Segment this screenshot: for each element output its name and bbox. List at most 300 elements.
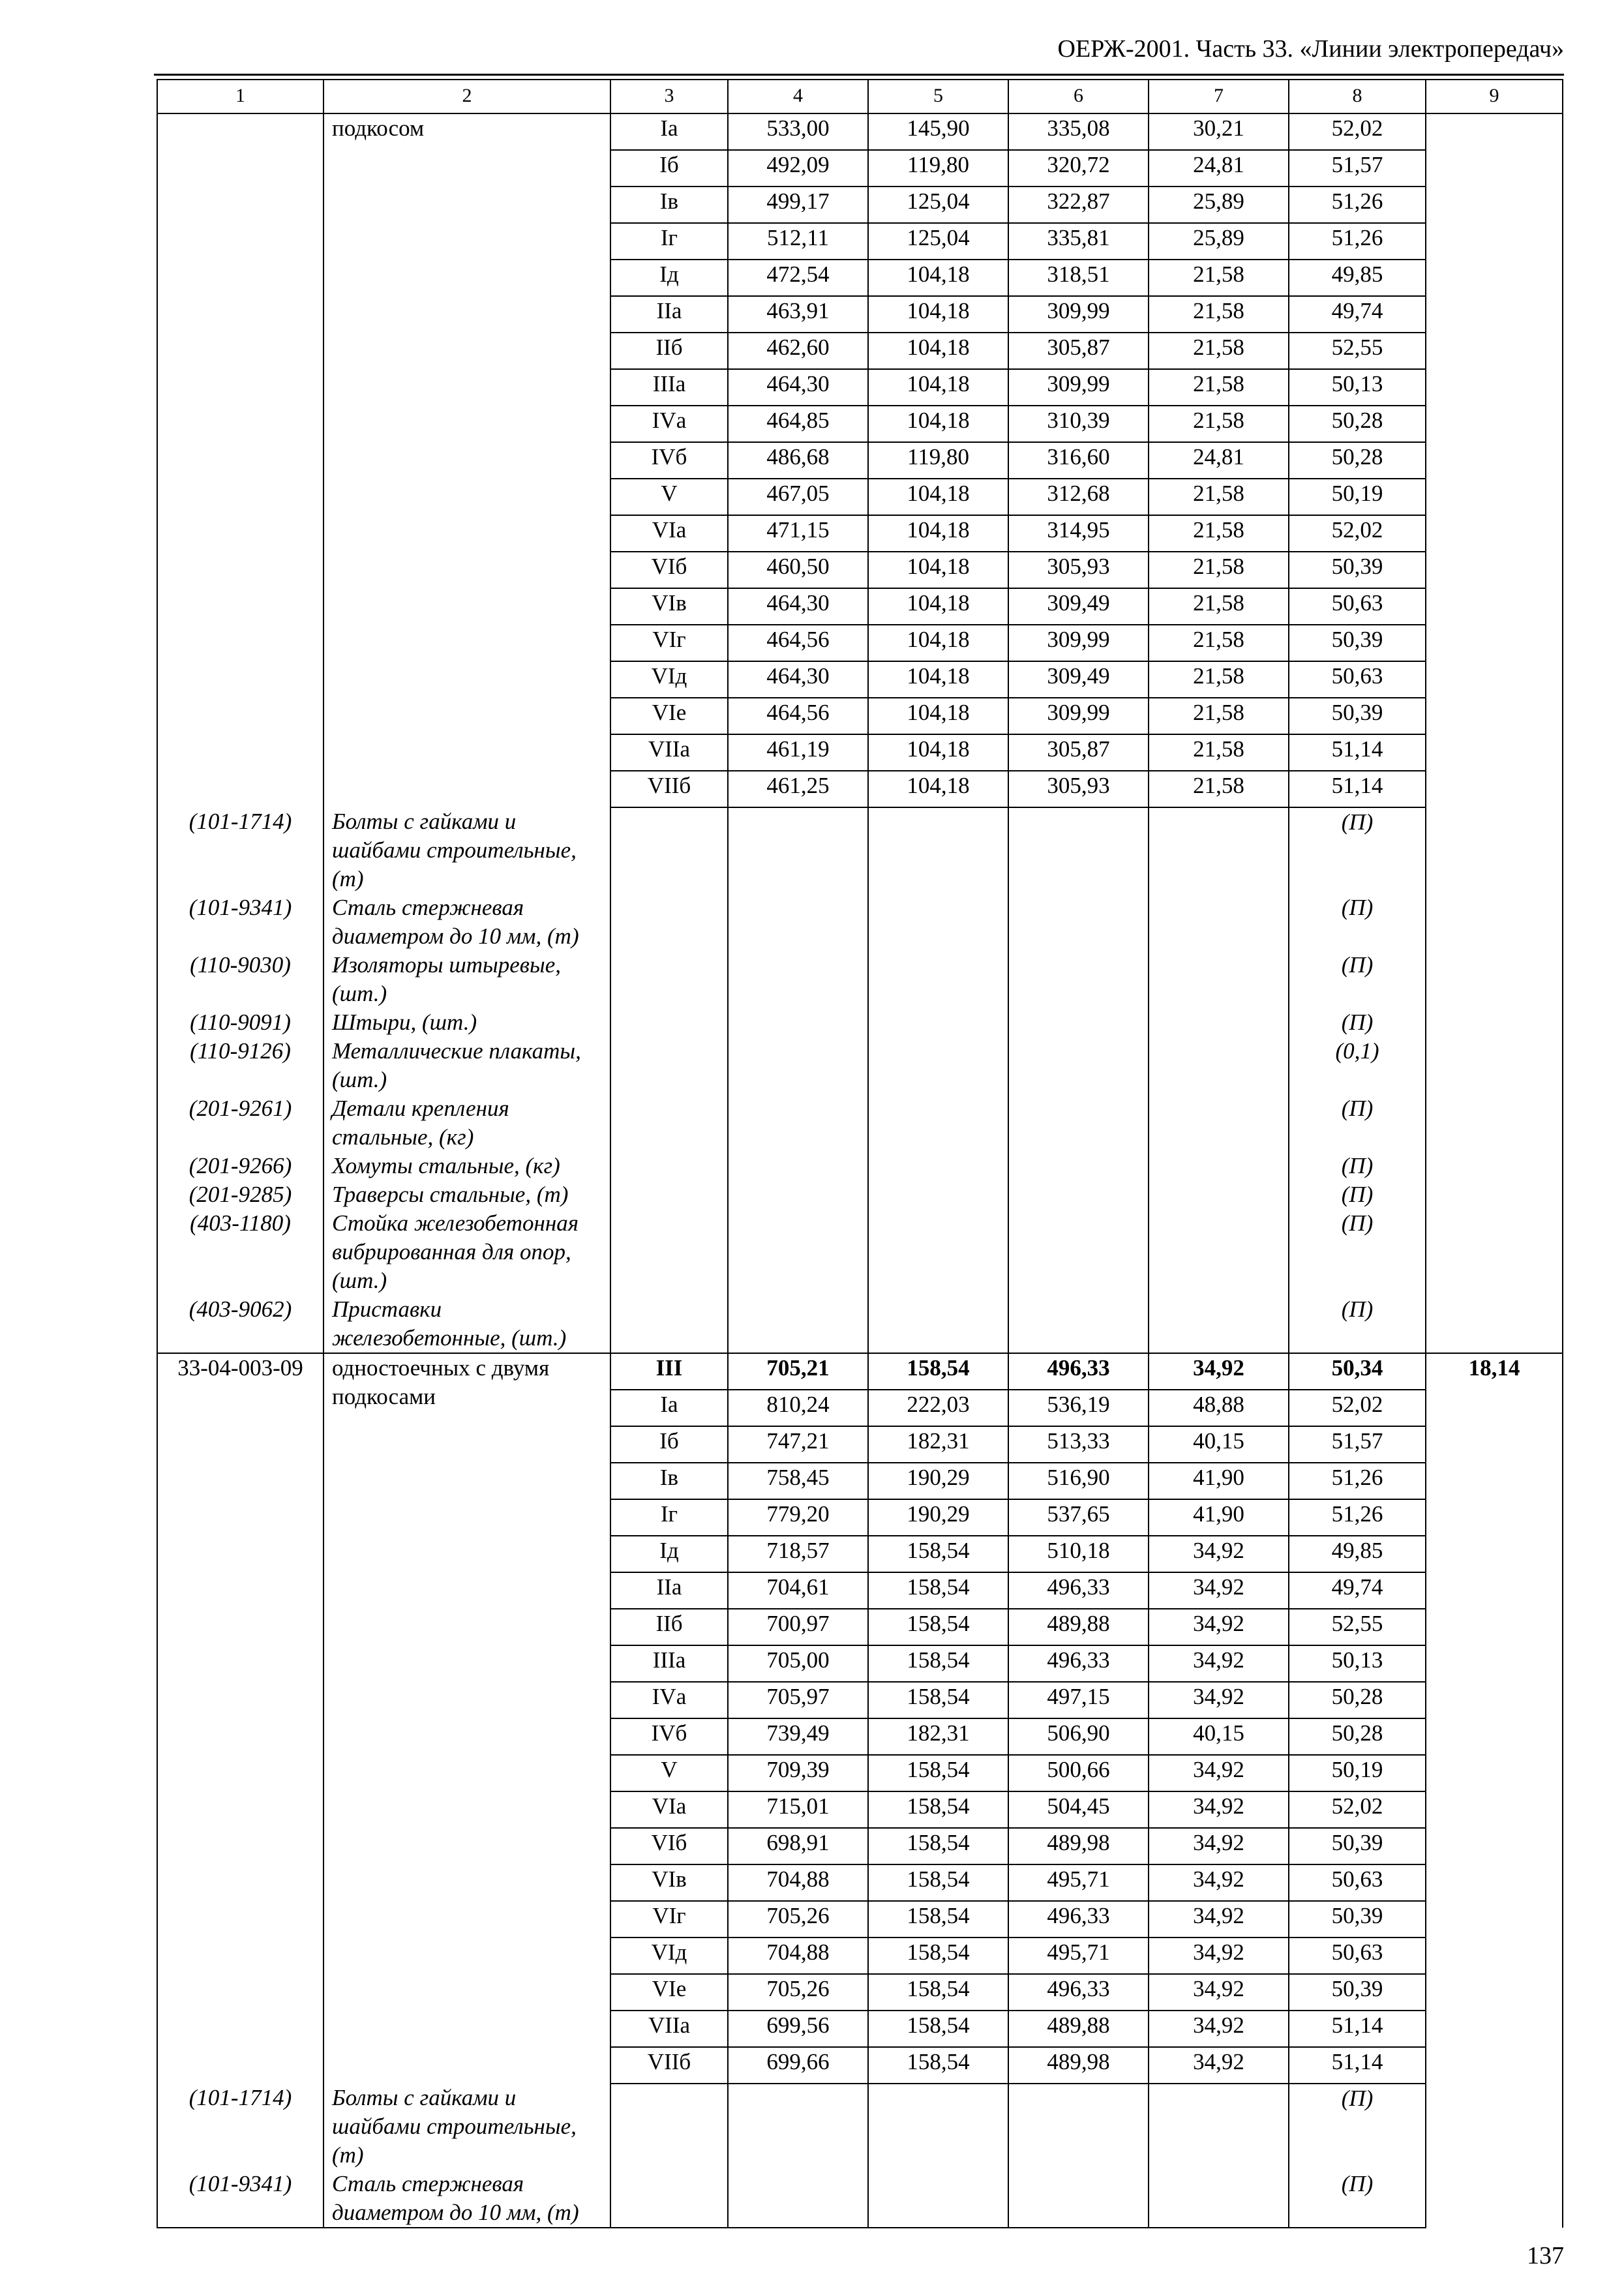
machine-wages-cell: 34,92 [1149, 1901, 1289, 1937]
region-cell: IVб [610, 442, 728, 479]
materials-cell: 50,28 [1289, 1682, 1426, 1718]
materials-cell: 51,14 [1289, 734, 1426, 771]
region-cell: VIе [610, 698, 728, 734]
region-cell: IIа [610, 1572, 728, 1609]
materials-cell: 50,28 [1289, 406, 1426, 442]
description-cell: подкосом [323, 113, 610, 807]
machine-wages-cell: 40,15 [1149, 1718, 1289, 1755]
material-code: (101-1714) [157, 807, 323, 893]
wages-cell: 104,18 [868, 661, 1008, 698]
materials-cell: 52,02 [1289, 1791, 1426, 1828]
empty-cell [868, 1008, 1008, 1037]
material-code: (110-9091) [157, 1008, 323, 1037]
region-cell: VIIб [610, 771, 728, 807]
region-cell: VIг [610, 625, 728, 661]
empty-cell [1149, 1094, 1289, 1152]
empty-cell [610, 1295, 728, 1353]
base-price-cell: 533,00 [728, 113, 868, 150]
material-name: Сталь стержневая диаметром до 10 мм, (т) [323, 2170, 610, 2228]
empty-cell [1008, 1152, 1149, 1180]
region-cell: VIIб [610, 2047, 728, 2084]
empty-cell [868, 1152, 1008, 1180]
machines-cell: 309,49 [1008, 661, 1149, 698]
region-cell: VIIа [610, 734, 728, 771]
wages-cell: 145,90 [868, 113, 1008, 150]
materials-cell: 50,19 [1289, 1755, 1426, 1791]
empty-cell [610, 2170, 728, 2228]
region-cell: VIд [610, 1937, 728, 1974]
machine-wages-cell: 41,90 [1149, 1499, 1289, 1536]
material-row [157, 2084, 1563, 2170]
wages-cell: 158,54 [868, 1937, 1008, 1974]
column-header [157, 80, 1563, 113]
empty-cell [728, 1037, 868, 1094]
base-price-cell: 758,45 [728, 1463, 868, 1499]
empty-cell [728, 1180, 868, 1209]
region-cell: VIа [610, 1791, 728, 1828]
machine-wages-cell: 34,92 [1149, 1755, 1289, 1791]
wages-cell: 190,29 [868, 1499, 1008, 1536]
machines-cell: 489,98 [1008, 1828, 1149, 1864]
base-price-cell: 464,30 [728, 661, 868, 698]
region-cell: V [610, 479, 728, 515]
base-price-cell: 463,91 [728, 296, 868, 333]
region-cell: VIг [610, 1901, 728, 1937]
empty-cell [728, 1152, 868, 1180]
empty-cell [868, 951, 1008, 1008]
machine-wages-cell: 34,92 [1149, 1791, 1289, 1828]
region-cell: IIIа [610, 369, 728, 406]
base-price-cell: 698,91 [728, 1828, 868, 1864]
material-row [157, 1180, 1563, 1209]
material-code: (403-1180) [157, 1209, 323, 1295]
empty-cell [868, 2170, 1008, 2228]
empty-cell [1008, 1209, 1149, 1295]
machine-wages-cell: 34,92 [1149, 2011, 1289, 2047]
machines-cell: 495,71 [1008, 1864, 1149, 1901]
machine-wages-cell: 34,92 [1149, 1572, 1289, 1609]
machines-cell: 305,93 [1008, 552, 1149, 588]
wages-cell: 104,18 [868, 771, 1008, 807]
wages-cell: 158,54 [868, 1353, 1008, 1390]
machines-cell: 537,65 [1008, 1499, 1149, 1536]
material-code: (101-1714) [157, 2084, 323, 2170]
materials-cell: 50,39 [1289, 1901, 1426, 1937]
empty-cell [610, 893, 728, 951]
wages-cell: 104,18 [868, 515, 1008, 552]
wages-cell: 158,54 [868, 2047, 1008, 2084]
region-cell: IIIа [610, 1645, 728, 1682]
material-code: (101-9341) [157, 893, 323, 951]
region-cell: IVб [610, 1718, 728, 1755]
table-row [157, 113, 1563, 150]
material-name: Стойка железобетонная вибрированная для опор, (шт.) [323, 1209, 610, 1295]
machines-cell: 536,19 [1008, 1390, 1149, 1426]
machines-cell: 316,60 [1008, 442, 1149, 479]
empty-cell [1008, 807, 1149, 893]
code-cell: 33-04-003-09 [157, 1353, 323, 2084]
machine-wages-cell: 21,58 [1149, 625, 1289, 661]
empty-cell [1149, 893, 1289, 951]
material-quantity: (П) [1289, 893, 1426, 951]
material-name: Болты с гайками и шайбами строительные, (т) [323, 807, 610, 893]
base-price-cell: 512,11 [728, 223, 868, 260]
base-price-cell: 747,21 [728, 1426, 868, 1463]
machine-wages-cell: 41,90 [1149, 1463, 1289, 1499]
material-name: Приставки железобетонные, (шт.) [323, 1295, 610, 1353]
page-number: 137 [1527, 2242, 1564, 2269]
empty-cell [1008, 1008, 1149, 1037]
machines-cell: 489,88 [1008, 1609, 1149, 1645]
material-quantity: (П) [1289, 1008, 1426, 1037]
material-quantity: (П) [1289, 2084, 1426, 2170]
machine-wages-cell: 25,89 [1149, 223, 1289, 260]
materials-cell: 50,63 [1289, 1864, 1426, 1901]
machine-wages-cell: 30,21 [1149, 113, 1289, 150]
materials-cell: 50,63 [1289, 588, 1426, 625]
material-quantity: (П) [1289, 1295, 1426, 1353]
machine-wages-cell: 34,92 [1149, 1682, 1289, 1718]
empty-cell [1149, 1180, 1289, 1209]
base-price-cell: 779,20 [728, 1499, 868, 1536]
empty-cell [868, 1209, 1008, 1295]
base-price-cell: 467,05 [728, 479, 868, 515]
wages-cell: 119,80 [868, 442, 1008, 479]
empty-cell [1149, 2170, 1289, 2228]
empty-cell [1149, 1209, 1289, 1295]
material-name: Штыри, (шт.) [323, 1008, 610, 1037]
machine-wages-cell: 34,92 [1149, 1609, 1289, 1645]
base-price-cell: 462,60 [728, 333, 868, 369]
column-number: 1 [157, 80, 323, 113]
column-number: 5 [868, 80, 1008, 113]
machine-wages-cell: 34,92 [1149, 1536, 1289, 1572]
materials-cell: 50,28 [1289, 1718, 1426, 1755]
region-cell: VIв [610, 588, 728, 625]
machines-cell: 497,15 [1008, 1682, 1149, 1718]
machine-wages-cell: 21,58 [1149, 333, 1289, 369]
empty-cell [728, 951, 868, 1008]
empty-cell [1008, 1180, 1149, 1209]
machines-cell: 318,51 [1008, 260, 1149, 296]
materials-cell: 51,26 [1289, 1463, 1426, 1499]
wages-cell: 104,18 [868, 698, 1008, 734]
material-name: Траверсы стальные, (т) [323, 1180, 610, 1209]
region-cell: V [610, 1755, 728, 1791]
empty-cell [868, 1094, 1008, 1152]
base-price-cell: 460,50 [728, 552, 868, 588]
machine-wages-cell: 24,81 [1149, 442, 1289, 479]
material-row [157, 807, 1563, 893]
column-number: 3 [610, 80, 728, 113]
base-price-cell: 699,66 [728, 2047, 868, 2084]
region-cell: Iд [610, 1536, 728, 1572]
materials-cell: 50,19 [1289, 479, 1426, 515]
wages-cell: 158,54 [868, 1864, 1008, 1901]
material-row [157, 1037, 1563, 1094]
wages-cell: 104,18 [868, 260, 1008, 296]
region-cell: IVа [610, 406, 728, 442]
machine-wages-cell: 24,81 [1149, 150, 1289, 187]
base-price-cell: 705,00 [728, 1645, 868, 1682]
wages-cell: 104,18 [868, 406, 1008, 442]
machines-cell: 496,33 [1008, 1974, 1149, 2011]
material-code: (110-9126) [157, 1037, 323, 1094]
machines-cell: 495,71 [1008, 1937, 1149, 1974]
machine-wages-cell: 21,58 [1149, 369, 1289, 406]
materials-cell: 50,39 [1289, 698, 1426, 734]
region-cell: III [610, 1353, 728, 1390]
empty-cell [728, 2084, 868, 2170]
base-price-cell: 709,39 [728, 1755, 868, 1791]
empty-cell [1008, 951, 1149, 1008]
materials-cell: 52,55 [1289, 1609, 1426, 1645]
material-quantity: (П) [1289, 807, 1426, 893]
empty-cell [1149, 951, 1289, 1008]
machines-cell: 309,99 [1008, 369, 1149, 406]
region-cell: Iа [610, 1390, 728, 1426]
machine-wages-cell: 25,89 [1149, 187, 1289, 223]
materials-cell: 51,57 [1289, 150, 1426, 187]
material-row [157, 1209, 1563, 1295]
machines-cell: 496,33 [1008, 1572, 1149, 1609]
empty-cell [610, 1094, 728, 1152]
empty-cell [610, 1152, 728, 1180]
base-price-cell: 471,15 [728, 515, 868, 552]
material-code: (201-9266) [157, 1152, 323, 1180]
empty-cell [1149, 1037, 1289, 1094]
region-cell: Iб [610, 150, 728, 187]
materials-cell: 51,57 [1289, 1426, 1426, 1463]
materials-cell: 50,39 [1289, 552, 1426, 588]
empty-cell [610, 1008, 728, 1037]
wages-cell: 104,18 [868, 588, 1008, 625]
base-price-cell: 705,26 [728, 1974, 868, 2011]
machines-cell: 510,18 [1008, 1536, 1149, 1572]
material-code: (110-9030) [157, 951, 323, 1008]
wages-cell: 104,18 [868, 333, 1008, 369]
material-name: Металлические плакаты, (шт.) [323, 1037, 610, 1094]
region-cell: Iв [610, 1463, 728, 1499]
material-quantity: (П) [1289, 1209, 1426, 1295]
material-row [157, 893, 1563, 951]
material-quantity: (П) [1289, 1094, 1426, 1152]
materials-cell: 50,63 [1289, 1937, 1426, 1974]
column-number: 9 [1426, 80, 1563, 113]
machine-wages-cell: 34,92 [1149, 1864, 1289, 1901]
machines-cell: 309,99 [1008, 625, 1149, 661]
column-number: 6 [1008, 80, 1149, 113]
wages-cell: 158,54 [868, 1828, 1008, 1864]
materials-cell: 52,02 [1289, 113, 1426, 150]
material-quantity: (П) [1289, 951, 1426, 1008]
machine-wages-cell: 21,58 [1149, 588, 1289, 625]
wages-cell: 125,04 [868, 187, 1008, 223]
material-quantity: (0,1) [1289, 1037, 1426, 1094]
materials-cell: 52,55 [1289, 333, 1426, 369]
material-name: Детали крепления стальные, (кг) [323, 1094, 610, 1152]
machines-cell: 504,45 [1008, 1791, 1149, 1828]
region-cell: VIв [610, 1864, 728, 1901]
machine-wages-cell: 40,15 [1149, 1426, 1289, 1463]
machines-cell: 506,90 [1008, 1718, 1149, 1755]
machines-cell: 309,99 [1008, 698, 1149, 734]
material-name: Сталь стержневая диаметром до 10 мм, (т) [323, 893, 610, 951]
machine-wages-cell: 34,92 [1149, 2047, 1289, 2084]
base-price-cell: 464,30 [728, 369, 868, 406]
materials-cell: 50,39 [1289, 1828, 1426, 1864]
empty-cell [868, 1295, 1008, 1353]
base-price-cell: 472,54 [728, 260, 868, 296]
machines-cell: 312,68 [1008, 479, 1149, 515]
empty-cell [728, 1209, 868, 1295]
machines-cell: 496,33 [1008, 1645, 1149, 1682]
empty-cell [728, 807, 868, 893]
empty-cell [728, 2170, 868, 2228]
region-cell: Iа [610, 113, 728, 150]
machines-cell: 500,66 [1008, 1755, 1149, 1791]
wages-cell: 104,18 [868, 296, 1008, 333]
base-price-cell: 464,56 [728, 625, 868, 661]
empty-cell [728, 1094, 868, 1152]
price-table [157, 79, 1563, 2228]
region-cell: VIб [610, 1828, 728, 1864]
region-cell: IIб [610, 333, 728, 369]
base-price-cell: 705,21 [728, 1353, 868, 1390]
region-cell: Iб [610, 1426, 728, 1463]
wages-cell: 158,54 [868, 1645, 1008, 1682]
material-row [157, 951, 1563, 1008]
material-quantity: (П) [1289, 1152, 1426, 1180]
wages-cell: 158,54 [868, 1974, 1008, 2011]
wages-cell: 104,18 [868, 734, 1008, 771]
region-cell: VIд [610, 661, 728, 698]
materials-cell: 52,02 [1289, 515, 1426, 552]
empty-cell [610, 807, 728, 893]
machines-cell: 335,08 [1008, 113, 1149, 150]
machines-cell: 310,39 [1008, 406, 1149, 442]
materials-cell: 51,26 [1289, 1499, 1426, 1536]
empty-cell [868, 807, 1008, 893]
empty-cell [1008, 893, 1149, 951]
machine-wages-cell: 21,58 [1149, 734, 1289, 771]
machine-wages-cell: 21,58 [1149, 479, 1289, 515]
machines-cell: 314,95 [1008, 515, 1149, 552]
material-row [157, 1295, 1563, 1353]
empty-cell [728, 1295, 868, 1353]
materials-cell: 49,85 [1289, 1536, 1426, 1572]
wages-cell: 104,18 [868, 552, 1008, 588]
wages-cell: 190,29 [868, 1463, 1008, 1499]
machines-cell: 335,81 [1008, 223, 1149, 260]
machines-cell: 305,87 [1008, 734, 1149, 771]
empty-cell [1008, 1037, 1149, 1094]
base-price-cell: 486,68 [728, 442, 868, 479]
base-price-cell: 699,56 [728, 2011, 868, 2047]
wages-cell: 222,03 [868, 1390, 1008, 1426]
code-cell [157, 113, 323, 807]
empty-cell [610, 2084, 728, 2170]
wages-cell: 119,80 [868, 150, 1008, 187]
empty-cell [610, 1180, 728, 1209]
column-number: 4 [728, 80, 868, 113]
material-row [157, 1008, 1563, 1037]
document-title: ОЕРЖ-2001. Часть 33. «Линии электропередач» [1057, 35, 1564, 63]
wages-cell: 158,54 [868, 1901, 1008, 1937]
empty-cell [868, 1037, 1008, 1094]
machines-cell: 513,33 [1008, 1426, 1149, 1463]
base-price-cell: 492,09 [728, 150, 868, 187]
empty-cell [610, 1037, 728, 1094]
materials-cell: 50,13 [1289, 369, 1426, 406]
machines-cell: 305,87 [1008, 333, 1149, 369]
region-cell: Iд [610, 260, 728, 296]
material-code: (403-9062) [157, 1295, 323, 1353]
wages-cell: 182,31 [868, 1426, 1008, 1463]
region-cell: IIа [610, 296, 728, 333]
region-cell: Iв [610, 187, 728, 223]
machines-cell: 320,72 [1008, 150, 1149, 187]
materials-cell: 51,14 [1289, 771, 1426, 807]
material-name: Изоляторы штыревые, (шт.) [323, 951, 610, 1008]
materials-cell: 52,02 [1289, 1390, 1426, 1426]
material-row [157, 2170, 1563, 2228]
base-price-cell: 704,61 [728, 1572, 868, 1609]
machine-wages-cell: 21,58 [1149, 296, 1289, 333]
wages-cell: 104,18 [868, 479, 1008, 515]
materials-cell: 50,28 [1289, 442, 1426, 479]
base-price-cell: 739,49 [728, 1718, 868, 1755]
machines-cell: 516,90 [1008, 1463, 1149, 1499]
header-rule [154, 74, 1564, 76]
material-quantity: (П) [1289, 1180, 1426, 1209]
empty-cell [610, 1209, 728, 1295]
materials-cell: 51,26 [1289, 187, 1426, 223]
empty-cell [1149, 2084, 1289, 2170]
machine-wages-cell: 34,92 [1149, 1645, 1289, 1682]
wages-cell: 125,04 [868, 223, 1008, 260]
machine-wages-cell: 34,92 [1149, 1937, 1289, 1974]
materials-cell: 50,13 [1289, 1645, 1426, 1682]
material-row [157, 1152, 1563, 1180]
empty-cell [1149, 1008, 1289, 1037]
machines-cell: 305,93 [1008, 771, 1149, 807]
machine-wages-cell: 21,58 [1149, 698, 1289, 734]
empty-cell [1008, 2170, 1149, 2228]
empty-cell [1149, 1295, 1289, 1353]
wages-cell: 104,18 [868, 625, 1008, 661]
region-cell: VIа [610, 515, 728, 552]
machines-cell: 309,99 [1008, 296, 1149, 333]
machine-wages-cell: 21,58 [1149, 515, 1289, 552]
material-quantity: (П) [1289, 2170, 1426, 2228]
base-price-cell: 718,57 [728, 1536, 868, 1572]
machine-wages-cell: 34,92 [1149, 1353, 1289, 1390]
machine-wages-cell: 21,58 [1149, 661, 1289, 698]
region-cell: Iг [610, 1499, 728, 1536]
region-cell: VIе [610, 1974, 728, 2011]
materials-cell: 49,74 [1289, 296, 1426, 333]
material-name: Хомуты стальные, (кг) [323, 1152, 610, 1180]
base-price-cell: 461,25 [728, 771, 868, 807]
empty-cell [728, 893, 868, 951]
machine-wages-cell: 21,58 [1149, 406, 1289, 442]
wages-cell: 158,54 [868, 1536, 1008, 1572]
empty-cell [1008, 1094, 1149, 1152]
materials-cell: 50,63 [1289, 661, 1426, 698]
wages-cell: 158,54 [868, 1572, 1008, 1609]
machine-wages-cell: 34,92 [1149, 1974, 1289, 2011]
